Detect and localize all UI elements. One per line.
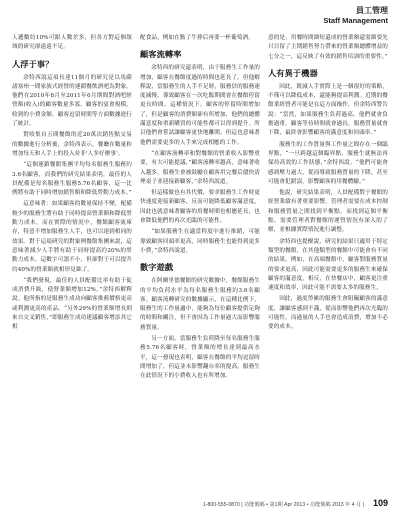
paragraph: 因此，既減人手實際上是一個很好的策略，不僅可以降低成本，還能夠提高利潤。近期的餐館業經營者可能是在這方面操作，但余特西警告說：“當然，如果服務生負荷過高，他們就會負擔過重，顧客等待時間就會過長，服務質量就會下降，最終會影響顧客的滿意度和回頭率。” [268, 83, 388, 137]
paragraph: “我們發現，最佳的人員配備比率有助于促成消費升級，使營業額增加12%，”余特西解釋說。他所指的是服務生成功向顧客推薦價格更高或利潤更高的產品。“另外29%的營業額增長則來自交叉銷售，”即服務生成功建議顧客增添其它相 [12, 277, 132, 331]
paragraph: 對收集自五間餐館的近20萬次銷售點交易的數據進行分析後，余特西表示，餐廳在數量和增加每天和人手上的投入並非'人多好辦事'。 [12, 132, 132, 157]
paragraph: 余特西也提醒說，研究的結果只適用于特定類型的餐館，在其他類型的餐館中可能會有不同的結果。例如，在高端餐館中，顧客對服務質量的要求更高，因此可能需要更多的服務生來確保顧客的滿意度。相反，在快餐店中，顧客更注重速度和效率，因此可能不需要太多的服務生。 [268, 238, 388, 292]
paragraph: 在阿爾里德餐館的研究數據中，餐館服務生的平均負荷水平為每名服務生服務約3.6名顧客。顧客流轉研究的數據顯示，在這種比例下，服務生的工作量適中，能夠為每位顧客提供足夠的時間和關注，但不會因為工作量過大而影響服務質量。 [140, 278, 260, 331]
paragraph: 服務生的工作質量與工作量之間存在一個臨界點，“一旦跨越這個臨界點，服務生就無法再保持高效的工作狀態，”余特西說。“他們可能會感到壓力過大，從而導致服務質量的下降，甚至可能會犯錯誤，影響顧客的用餐體驗。” [268, 141, 388, 185]
section-heading: 人浮于事？ [12, 58, 54, 69]
article-column-3 [268, 34, 388, 488]
paragraph: 人遞數約10%可跟人數差多，但各方對這個領域的研究卻遠遠不足。 [12, 35, 132, 51]
paragraph: 另一方面，當服務生負荷降至每名服務生服務5.76名顧客時，營業額的增長達到最高水平，這一發現也表明，顧客在餐館的平均逗留時間增加了，但這並未影響翻台率的提高。服務生在此情況下的小費收入也有所增加。 [140, 336, 260, 380]
paragraph: “如果服務生在適當程度中進行推銷，可能導致顧客回頭率更高，同時服務生也能得到更多小費，”余特西說道。 [140, 229, 260, 254]
section-heading: 人有異于機器 [268, 67, 318, 78]
paragraph: 配食品，例如在點了牛排后再要一杯葡萄酒。 [140, 35, 254, 41]
paragraph: 他說，研究結果表明，人員配備對于餐館的經營業績有著重要影響，管理者需要在成本控制和服務質量之間找到平衡點。而找到這個平衡點，需要管理者對餐館的運營情況有深入的了解，並根據實際情況進行調整。 [268, 190, 388, 234]
page-footer [0, 497, 400, 511]
page-number: 109 [372, 498, 388, 508]
article-column-2 [140, 34, 260, 488]
section-heading: 顧客流轉率 [140, 49, 182, 60]
section-title-en: Staff Management [323, 16, 388, 25]
footer-text: 1-800-555-0870 | 功能號碼 • 第1期 Apr 2013 • 功能號碼 2013 年 4 月 | [202, 502, 364, 508]
paragraph: “這個連鎖餐館集團平均每名服務生服務約3.6名顧客，而我們的研究結果表明，最佳的人員配備是每名服務生服務5.76名顧客，這一比例將有助于同時增加銷售額和降低勞動力成本。” [12, 162, 132, 197]
section-header [323, 6, 388, 25]
paragraph: 但這樣做也有其代價，要求服務生工作時更快速度迎接新顧客，反而可能降低顧客滿意度，因此也就意味著顧客的用餐時間也相應延長，也會降低他們的再次光臨的可能性。 [140, 190, 260, 225]
section-heading: 數字遊戲 [140, 262, 174, 273]
paragraph: “在顧客流轉率和對餐館的營業收入影響重要，有大可能提議，”顧客流轉率越高，意味著收入越多，服務生會被鼓勵在顧客用完餐后儘快清理桌子並迎接新顧客，”余特西說道。 [140, 150, 260, 185]
paragraph: 這意味著：如果顧客的數量保持不變，配備較少的服務生將有助于同時提高營業額和降低勞動力成本，而在實際的情況中，餐館顧客流庫存，特意不增加服務生人手，也可以達到相同的效果。對于這項研究的對象例餐館集團來說，這意味著減少人手將有助于同時提高約20%的勞動力成本，這數字可謂不小，但卻對于可以提升約40%的營業額就相形見絀了。 [12, 201, 132, 273]
article-column-1 [12, 34, 132, 488]
article-body [12, 34, 388, 488]
paragraph: 因此，過度勞累的服務生會阻礙顧客的滿意度，讓顧客感到不滿，從而影響他們再次光臨的可能性。而過量的人手也會造成浪費，增加不必要的成本。 [268, 296, 388, 331]
section-title-cn: 員工管理 [356, 6, 388, 15]
paragraph: 余特西說這項長達11個月的研究是以馬薩諸塞州一間家族式經營的連鎖餐飲酒吧為對象。他們在2010年8月至2011年6月期間對酒吧經營額(收入)的顧客數量多寡、顧客的宴會規模、收到的小費金額、顧客逗留時間等方面數據進行了統計。 [12, 74, 132, 128]
paragraph: 余特西的研究還表明，由于服務生工作量的增加，顧客在餐館度過的時間也延長了。但他解釋說，當服務生的人手不足時，服務員的服務速度減慢，導致顧客在一次吃飯期間會在餐館停留更長時間。這種情況下，顧客的停留時間增加了，但是顧客的消費額卻有所增加，他們的總體滿意度和重新購買的可能性都可以得到提升。所以他們會嘗試讓顧客更快地離開，但這也意味著他們需要更多的人手來完成相應的工作。 [140, 65, 260, 146]
paragraph: 意的是，用餐時間細短還成的營業額還需細要先只目留了主期銷售努力帶來的營業額總體增益的七分之一，這反映了有效的銷售培訓的重要性。” [268, 35, 388, 60]
